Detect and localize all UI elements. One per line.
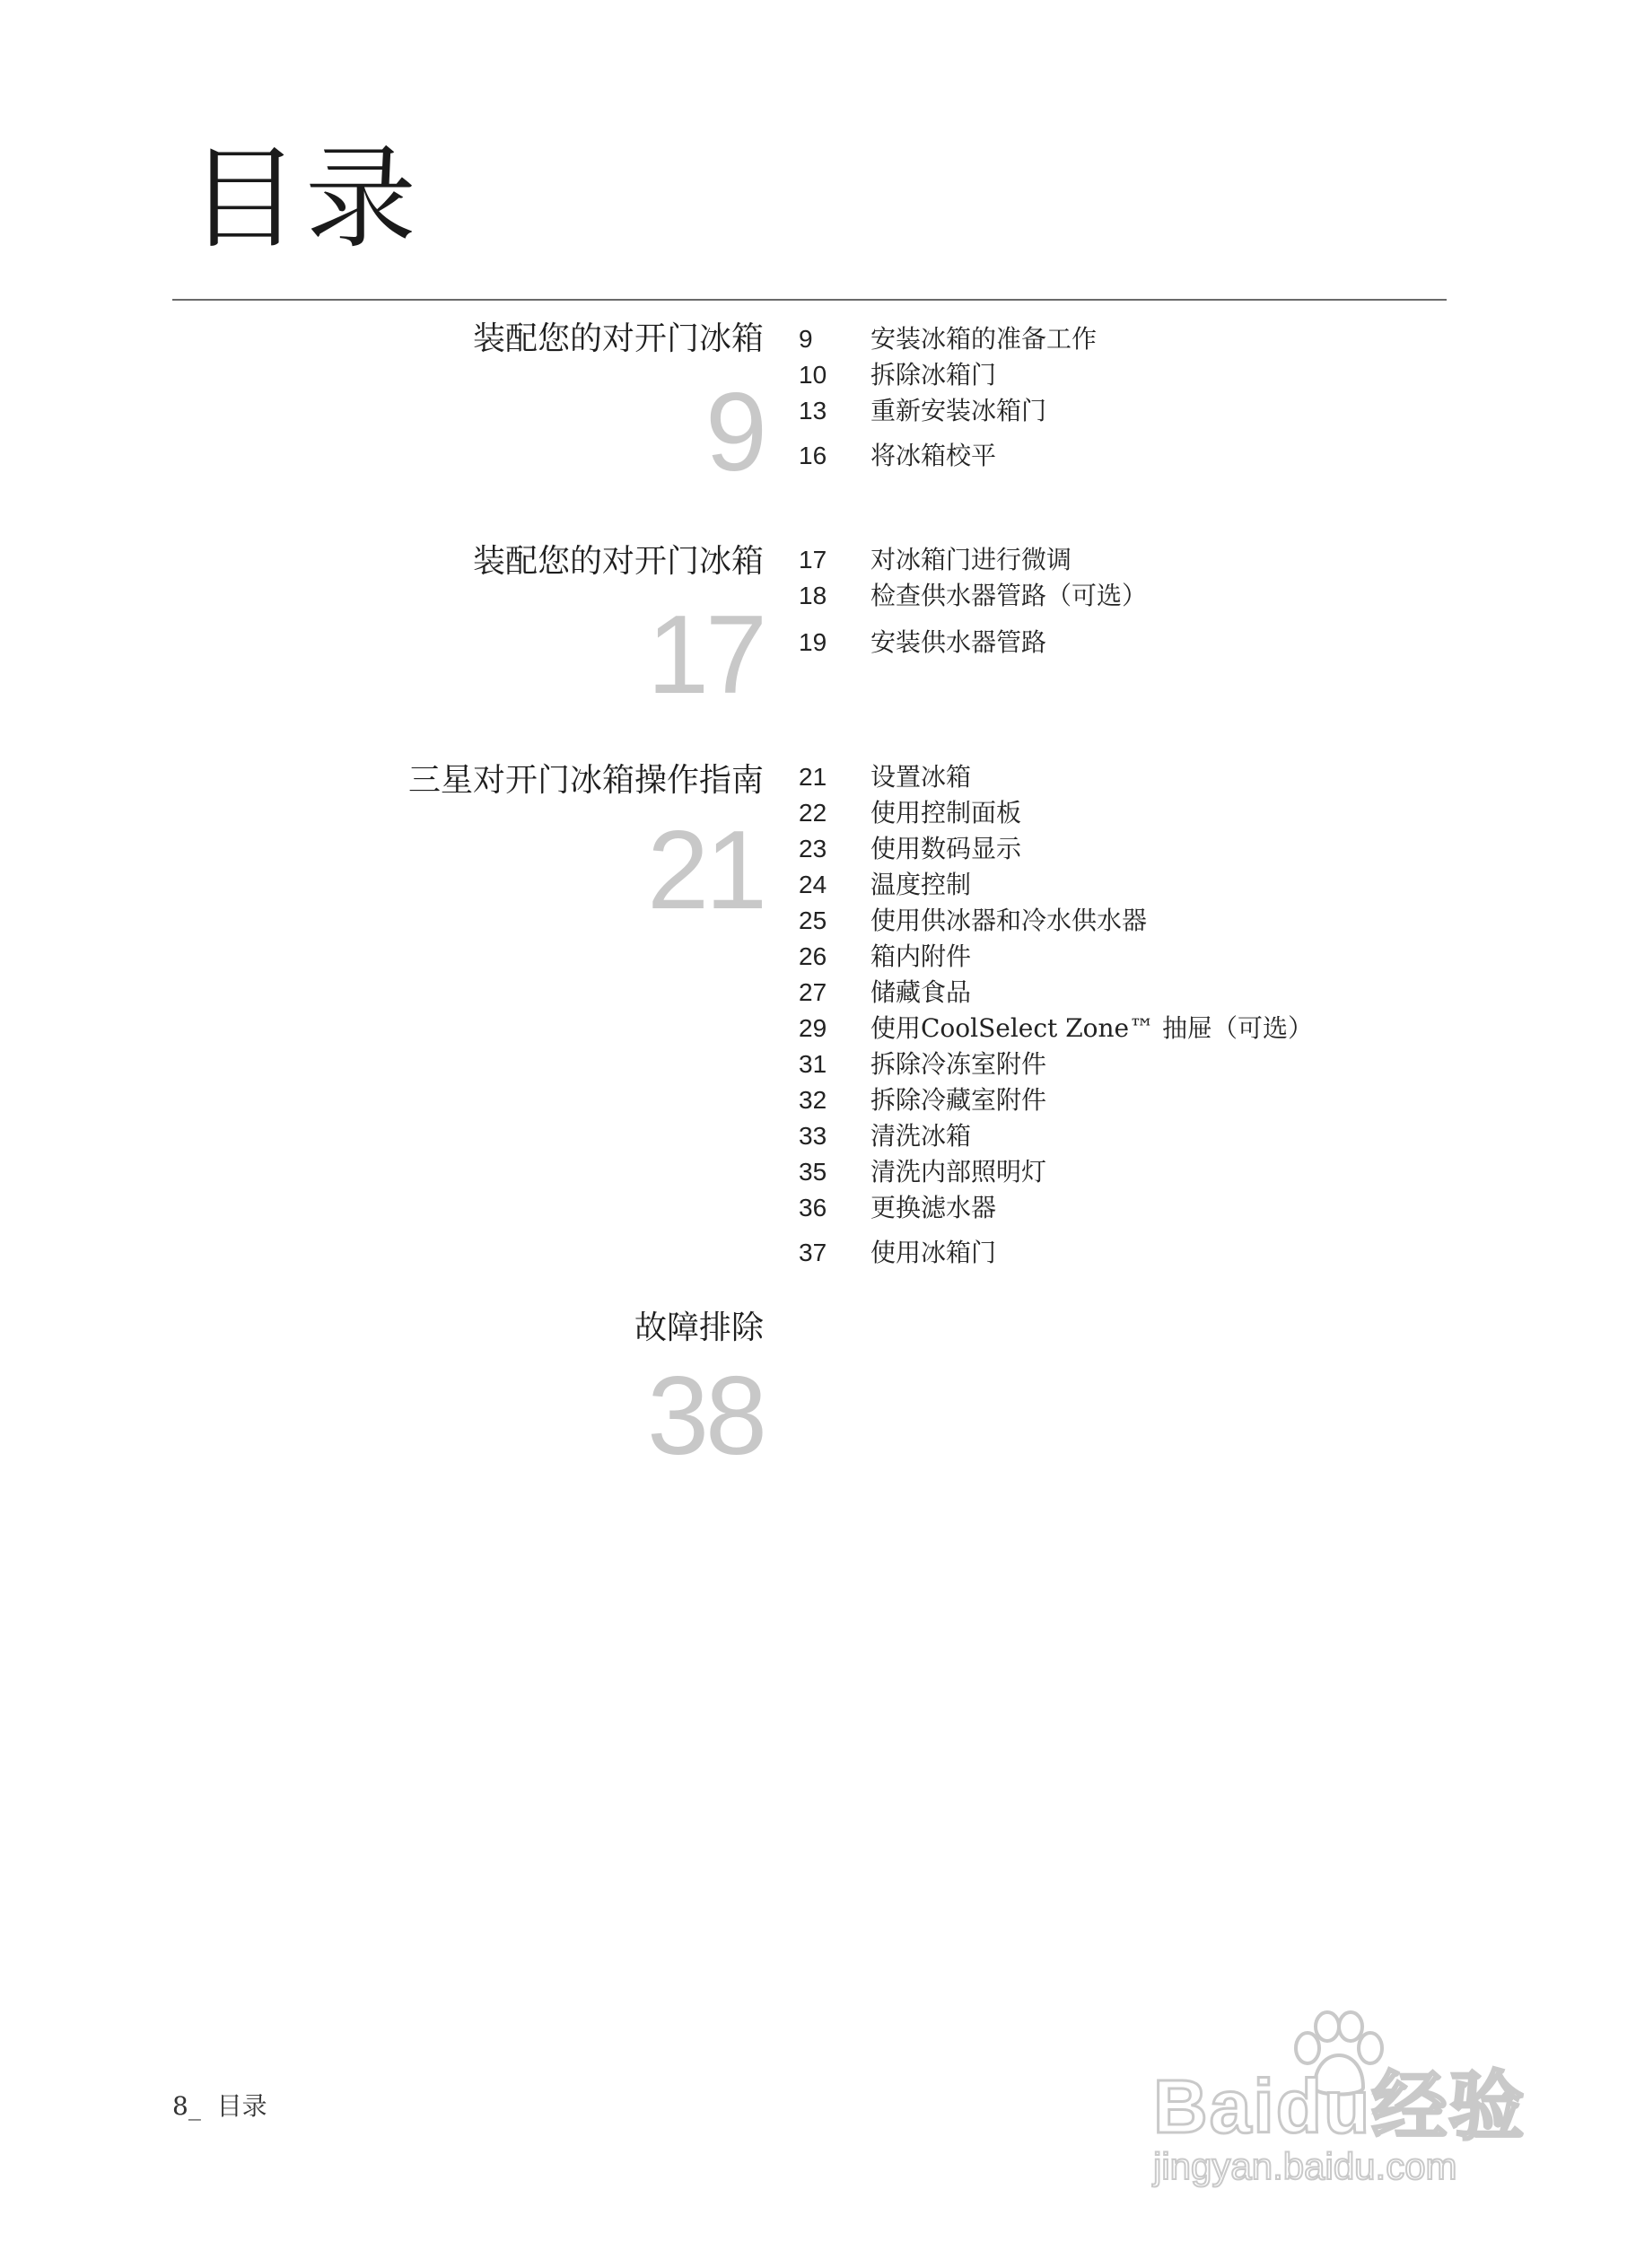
toc-text: 拆除冰箱门	[870, 360, 997, 390]
watermark-text: Baidu经验	[1153, 2064, 1526, 2149]
toc-page: 22	[799, 799, 827, 827]
toc-page: 23	[799, 835, 827, 863]
toc-text: 安装冰箱的准备工作	[870, 324, 1098, 354]
toc-text: 对冰箱门进行微调	[870, 545, 1072, 574]
section-title: 装配您的对开门冰箱	[472, 543, 764, 580]
toc-text: 使用供冰器和冷水供水器	[870, 906, 1148, 935]
toc-page: 25	[799, 906, 827, 934]
toc-page: 32	[799, 1086, 827, 1114]
toc-text: 温度控制	[870, 870, 972, 899]
section-number: 17	[647, 593, 764, 717]
toc-page: 24	[799, 871, 827, 898]
toc-text: 拆除冷藏室附件	[870, 1085, 1047, 1115]
toc-text: 清洗内部照明灯	[870, 1157, 1047, 1187]
title-divider	[172, 299, 1447, 301]
toc-text: 使用控制面板	[870, 798, 1022, 828]
toc-text: 设置冰箱	[870, 762, 972, 792]
toc-page: 19	[799, 628, 827, 656]
toc-page: 37	[799, 1239, 827, 1266]
toc-page: 33	[799, 1122, 827, 1150]
toc-text: 检查供水器管路（可选）	[870, 581, 1148, 610]
section-number: 38	[647, 1354, 764, 1478]
toc-text: 使用冰箱门	[870, 1238, 997, 1267]
toc-text: 使用数码显示	[870, 834, 1022, 863]
toc-page: 31	[799, 1050, 827, 1078]
toc-text: 重新安装冰箱门	[870, 396, 1047, 425]
toc-text: 使用CoolSelect Zone™ 抽屉（可选）	[870, 1013, 1314, 1043]
toc-page: 29	[799, 1014, 827, 1042]
section-title: 故障排除	[634, 1309, 764, 1346]
toc-text: 拆除冷冻室附件	[870, 1049, 1047, 1079]
toc-page: 13	[799, 397, 827, 425]
toc-text: 更换滤水器	[870, 1193, 997, 1222]
toc-page: 9	[799, 325, 813, 353]
watermark	[1144, 2010, 1530, 2190]
section-title: 装配您的对开门冰箱	[472, 320, 764, 357]
toc-page: 21	[799, 763, 827, 791]
toc-page: 16	[799, 442, 827, 469]
toc-page: 18	[799, 582, 827, 609]
watermark-url: jingyan.baidu.com	[1153, 2145, 1457, 2187]
toc-page: 36	[799, 1194, 827, 1222]
toc-page: 35	[799, 1158, 827, 1186]
section-title: 三星对开门冰箱操作指南	[407, 762, 764, 799]
toc-page: 10	[799, 361, 827, 389]
toc-text: 安装供水器管路	[870, 627, 1047, 657]
page-title: 目录	[188, 135, 423, 264]
section-number: 21	[647, 809, 764, 933]
toc-page: 27	[799, 978, 827, 1006]
toc-page: 26	[799, 942, 827, 970]
toc-text: 储藏食品	[870, 977, 972, 1007]
toc-page: 17	[799, 546, 827, 574]
toc-text: 箱内附件	[870, 941, 972, 971]
section-number: 9	[705, 371, 764, 495]
toc-text: 清洗冰箱	[870, 1121, 972, 1151]
toc-text: 将冰箱校平	[870, 441, 997, 470]
page-footer: 8_ 目录	[172, 2091, 267, 2121]
